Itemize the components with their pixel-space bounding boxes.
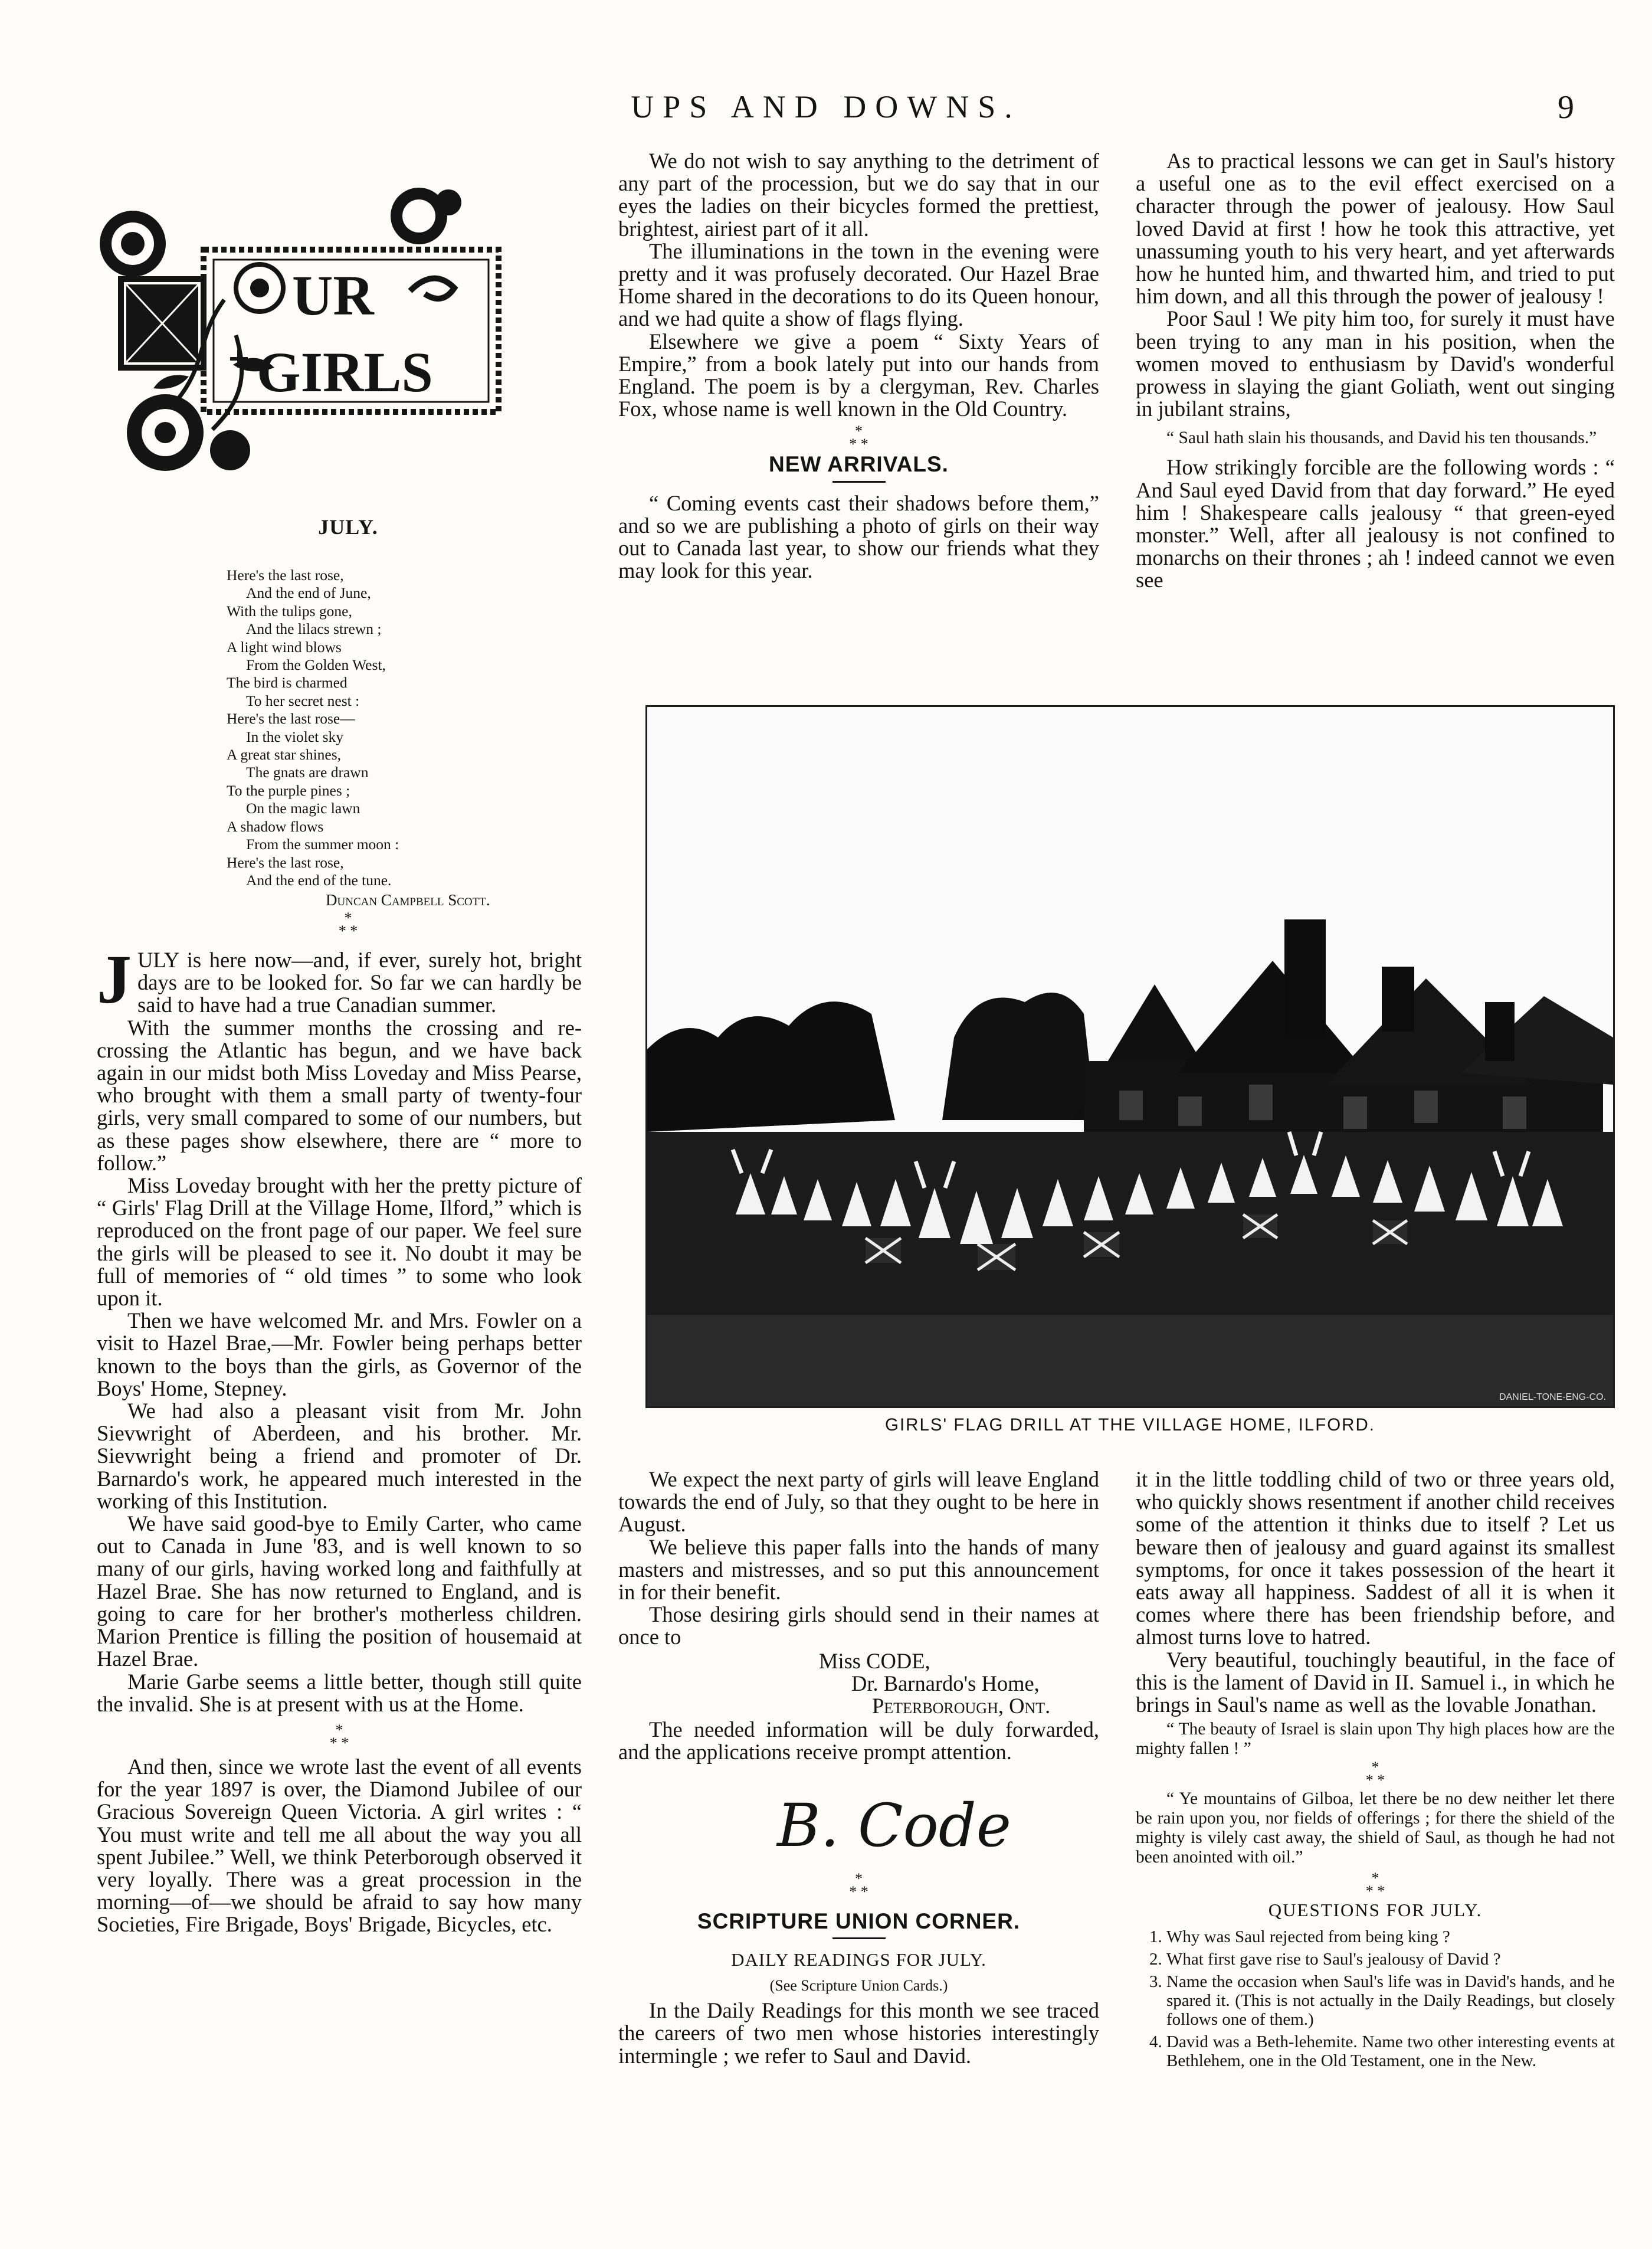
question-item: 4. David was a Beth-lehemite. Name two other interesting events at Bethlehem, one in the Old Testament, one in the New. [1166,2032,1615,2070]
paragraph: it in the little toddling child of two or three years old, who quickly shows resentment if another child receives some of the attention it thinks due to itself ? Let us beware then of jealousy and guard against its smallest symptoms, for once it takes possession of the heart it eats away all happiness. Saddest of all it is when it comes where there has been friendship before, and almost turns love to hatred. [1136,1467,1615,1649]
poem-line: And the end of June, [246,584,371,602]
questions-list [1136,1927,1615,2070]
poem-line: A great star shines, [227,746,342,764]
column-3-top [1136,150,1615,592]
readings-subheading: DAILY READINGS FOR JULY. [731,1949,986,1970]
paragraph: Miss Loveday brought with her the pretty picture of “ Girls' Flag Drill at the Village Home, Ilford,” which is reproduced on the front page of our paper. We feel sure the girls will be pleased to see it. No doubt it may be full of memories of “ old times ” to some who look upon it. [97,1173,582,1311]
paragraph: Very beautiful, touchingly beautiful, in the face of this is the lament of David in II. Samuel i., in which he brings in Saul's name as well as the lovable Jonathan. [1136,1647,1615,1717]
poem-line: With the tulips gone, [227,602,352,620]
section-stars: * * * [1365,1870,1385,1900]
paragraph: We had also a pleasant visit from Mr. John Sievwright of Aberdeen, and his brother. Mr. Sievwright being a friend and promoter of Dr. Barnardo's work, he appeared much interested in the working of this Institution. [97,1399,582,1513]
poem-line: Here's the last rose, [227,853,344,871]
poem-line: A light wind blows [227,638,342,656]
paragraph: Elsewhere we give a poem “ Sixty Years of Empire,” from a book lately put into our hands from England. The poem is by a clergyman, Rev. Charles Fox, whose name is well known in the Old Country. [618,329,1099,421]
section-stars: * * * [338,909,358,939]
quote: “ Ye mountains of Gilboa, let there be no dew neither let there be rain upon you, nor fields of offerings ; for there the shield of the mighty is vilely cast away, the shield of Saul, as though he had not been anointed with oil.” [1136,1789,1615,1867]
paragraph: We expect the next party of girls will leave England towards the end of July, so that they ought to be here in August. [618,1467,1099,1537]
poem-lines [227,567,557,889]
paragraph: The illuminations in the town in the evening were pretty and it was profusely decorated. Our Hazel Brae Home shared in the decorations to do its Queen honour, and we had quite a show of flags flying. [618,238,1099,331]
section-stars: * * * [849,1870,868,1900]
paragraph: Poor Saul ! We pity him too, for surely it must have been trying to any man in his position, when the women moved to enthusiasm by David's wonderful prowess in slaying the giant Goliath, went out singing in jubilant strains, [1136,306,1615,421]
address-block [618,1650,1099,1718]
poem-title: JULY. [318,515,378,539]
question-item: 3. Name the occasion when Saul's life was in David's hands, and he spared it. (This is not actually in the Daily Readings, but closely follows one of them.) [1166,1972,1615,2029]
photo-caption: GIRLS' FLAG DRILL AT THE VILLAGE HOME, ILFORD. [885,1415,1375,1435]
question-item: 2. What first gave rise to Saul's jealousy of David ? [1166,1950,1615,1969]
paragraph: We believe this paper falls into the hands of many masters and mistresses, and so put this announcement in for their benefit. [618,1534,1099,1605]
readings-note: (See Scripture Union Cards.) [769,1977,948,1995]
poem-line: To the purple pines ; [227,781,350,799]
new-arrivals-heading: NEW ARRIVALS. [769,452,949,477]
column-2-top [618,150,1099,582]
signature: B. Code [777,1790,1011,1860]
poem-line: And the lilacs strewn ; [246,620,382,638]
section-stars: * * * [849,423,868,453]
section-stars: * * * [329,1721,349,1752]
address-line: Peterborough, Ont. [872,1694,1051,1718]
running-head: UPS AND DOWNS. [631,89,1021,125]
poem-line: From the summer moon : [246,836,399,853]
scripture-heading: SCRIPTURE UNION CORNER. [697,1908,1021,1933]
drop-cap: J [97,941,132,1018]
column-3-bottom [1136,1468,1615,2074]
poem-line: Here's the last rose, [227,567,344,584]
jubilee-paragraph: And then, since we wrote last the event of all events for the year 1897 is over, the Diamond Jubilee of our Gracious Sovereign Queen Victoria. A girl writes : “ You must write and tell me all about the way you all spent Jubilee.” Well, we think Peterborough observed it very loyally. There was a great procession in the morning—of—we should be afraid to say how many Societies, Fire Brigade, Boys' Brigade, Bicycles, etc. [97,1754,582,1937]
paragraph: As to practical lessons we can get in Saul's history a useful one as to the evil effect exercised on a character through the power of jealousy. How Saul loved David at first ! how he took this attractive, yet unassuming youth to his very heart, and yet afterwards how he hunted him, and thwarted him, and tried to put him down, and all this through the power of jealousy ! [1136,149,1615,309]
page-number: 9 [1558,89,1574,126]
address-line: Miss CODE, [819,1648,930,1673]
quote: “ The beauty of Israel is slain upon Thy high places how are the mighty fallen ! ” [1136,1720,1615,1759]
paragraph: The needed information will be duly forwarded, and the applications receive prompt attention. [618,1717,1099,1765]
paragraph: We do not wish to say anything to the detriment of any part of the procession, but we do say that in our eyes the ladies on their bicycles formed the prettiest, brightest, airiest part of it all. [618,149,1099,241]
poem-line: On the magic lawn [246,800,360,817]
paragraph: How strikingly forcible are the following words : “ And Saul eyed David from that day forward.” He eyed him ! Shakespeare calls jealousy “ that green-eyed monster.” Well, after all jealousy is not confined to monarchs on their thrones ; ah ! indeed cannot we even see [1136,455,1615,592]
flower-ornament-icon [88,188,522,477]
poem-line: From the Golden West, [246,656,386,674]
paragraph: Marie Garbe seems a little better, though still quite the invalid. She is at present with us at the Home. [97,1669,582,1716]
poem-line: To her secret nest : [246,692,360,709]
heading-rule [832,481,886,483]
flag-drill-photo [645,705,1615,1408]
quote: “ Saul hath slain his thousands, and David his ten thousands.” [1166,428,1597,448]
paragraph: With the summer months the crossing and re-crossing the Atlantic has begun, and we have back again in our midst both Miss Loveday and Miss Pearse, who brought with them a small party of twenty-four girls, very small compared to some of our numbers, but as these pages show elsewhere, there are “ more to follow.” [97,1015,582,1175]
svg-text:GIRLS: GIRLS [257,341,433,404]
paragraph: Then we have welcomed Mr. and Mrs. Fowler on a visit to Hazel Brae,—Mr. Fowler being perhaps better known to the boys than the girls, as Governor of the Boys' Home, Stepney. [97,1308,582,1400]
heading-rule [832,1937,886,1939]
section-stars: * * * [1365,1759,1385,1789]
questions-heading: QUESTIONS FOR JULY. [1268,1900,1483,1921]
column-1-body [97,941,582,1937]
paragraph: In the Daily Readings for this month we see traced the careers of two men whose histories interestingly intermingle ; we refer to Saul and David. [618,1998,1099,2068]
question-item: 1. Why was Saul rejected from being king ? [1166,1927,1615,1946]
paragraph: Those desiring girls should send in their names at once to [618,1602,1099,1649]
paragraph: We have said good-bye to Emily Carter, who came out to Canada in June '83, and is well known to so many of our girls, having worked long and faithfully at Hazel Brae. She has now returned to England, and is going to care for her brother's motherless children. Marion Prentice is filling the position of housemaid at Hazel Brae. [97,1511,582,1671]
poem-line: And the end of the tune. [246,871,392,889]
column-2-bottom [618,1468,1099,2067]
poem-line: The gnats are drawn [246,764,369,781]
address-line: Dr. Barnardo's Home, [851,1671,1040,1695]
poem-line: A shadow flows [227,817,324,835]
poem-line: Here's the last rose— [227,710,355,728]
our-girls-logo [88,188,522,477]
svg-text:UR: UR [292,264,374,327]
intro-paragraph: ULY is here now—and, if ever, surely hot, bright days are to be looked for. So far we can hardly be said to have had a true Canadian summer. [137,948,582,1017]
new-arrivals-paragraph: “ Coming events cast their shadows before them,” and so we are publishing a photo of girls on their way out to Canada last year, to show our friends what they may look for this year. [618,490,1099,583]
engraver-credit: DANIEL-TONE-ENG-CO. [1499,1392,1606,1402]
poem-line: In the violet sky [246,728,344,745]
poem-author: Duncan Campbell Scott. [326,891,490,909]
poem-line: The bird is charmed [227,674,348,692]
